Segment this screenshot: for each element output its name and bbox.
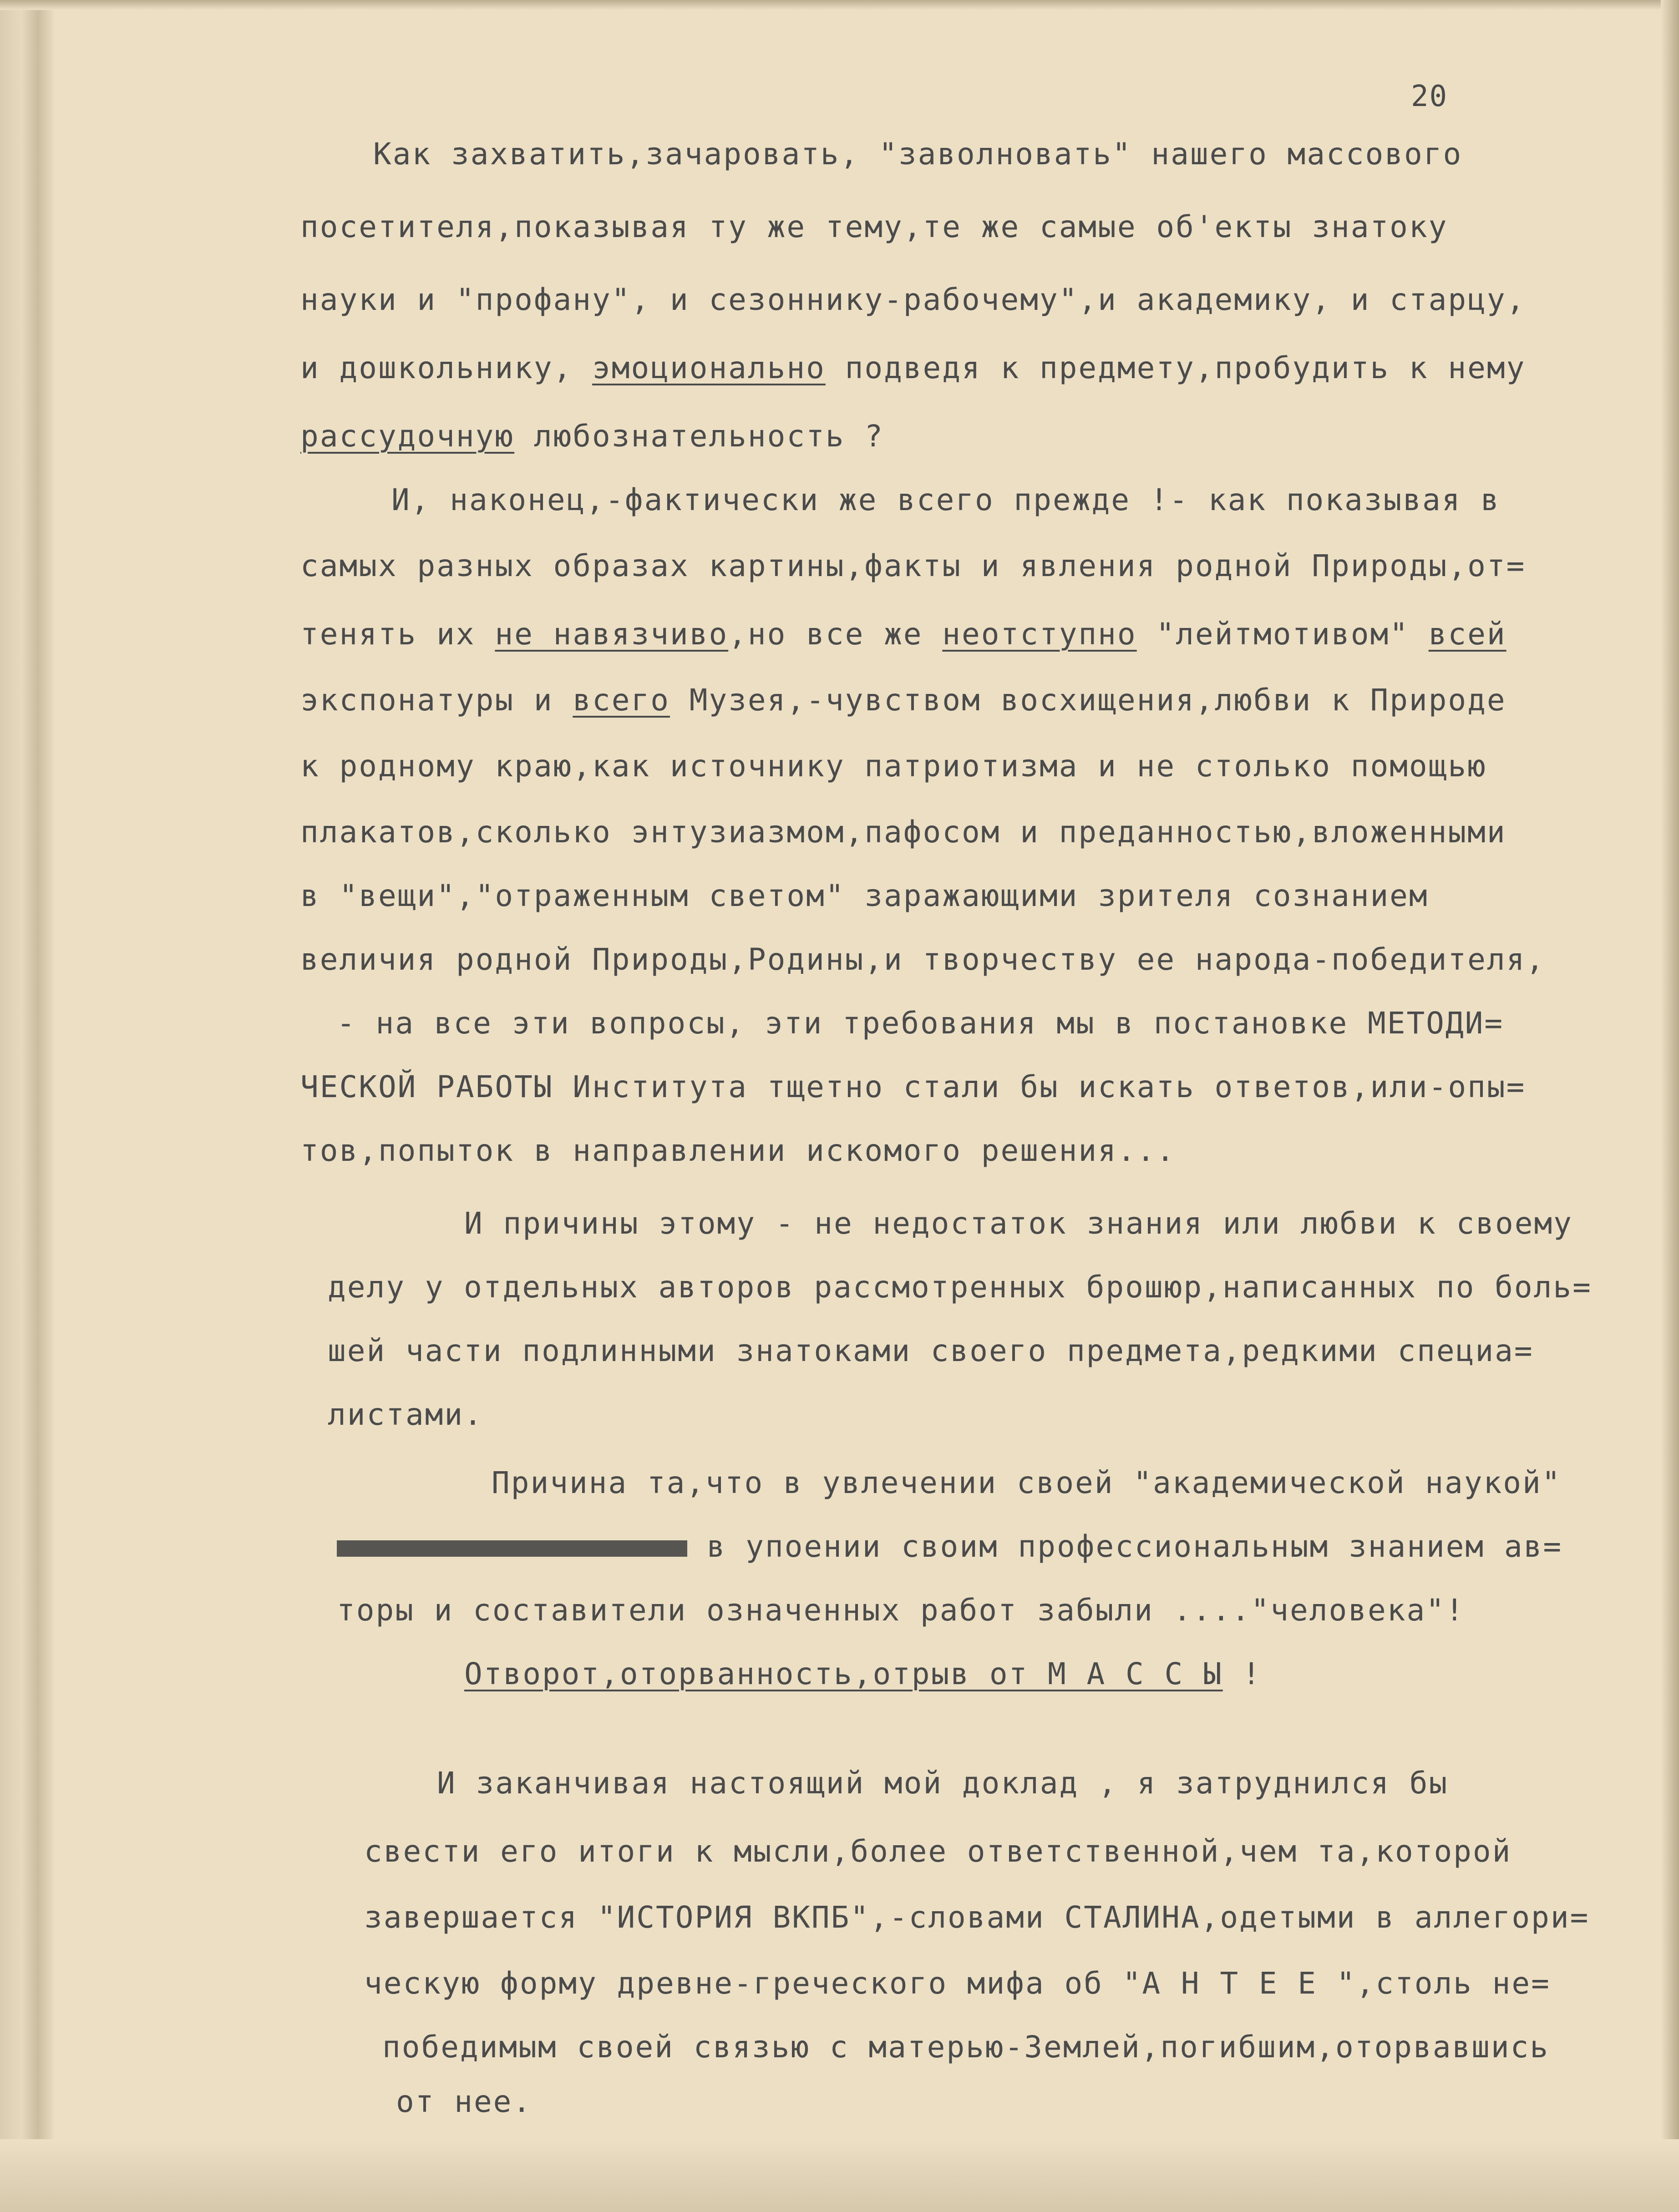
text-line: науки и "профану", и сезоннику-рабочему",и академику, и старцу, [300,282,1526,317]
text-line: величия родной Природы,Родины,и творчеству ее народа-победителя, [300,942,1546,977]
text-line [300,683,1507,718]
text-line: свести его итоги к мысли,более ответственной,чем та,которой [364,1834,1512,1869]
text-line: листами. [328,1397,483,1432]
right-edge [1661,0,1679,2212]
text-line [300,350,1526,385]
underlined-word: неотступно [942,617,1137,652]
bottom-edge [0,2139,1679,2212]
text-run: и дошкольнику, [300,350,593,385]
text-line: делу у отдельных авторов рассмотренных брошюр,написанных по боль= [328,1270,1592,1305]
text-line: завершается "ИСТОРИЯ ВКПБ",-словами СТАЛИНА,одетыми в аллегори= [364,1900,1590,1935]
text-line: Как захватить,зачаровать, "заволновать" нашего массового [373,137,1463,172]
text-run: ,но все же [728,617,943,652]
page-number: 20 [1411,80,1448,113]
binding-edge [0,0,54,2212]
underlined-word: рассудочную [300,419,515,454]
text-run: тенять их [300,617,495,652]
text-run: ! [1222,1656,1262,1691]
text-line: самых разных образах картины,факты и явления родной Природы,от= [300,548,1526,583]
text-line: Причина та,что в увлечении своей "академической наукой" [492,1465,1562,1500]
text-line: в "вещи","отраженным светом" заражающими зрителя сознанием [300,878,1429,913]
text-line: победимым своей связью с матерью-Землей,погибшим,оторвавшись [382,2030,1550,2065]
text-line: от нее. [396,2084,533,2119]
text-line: ЧЕСКОЙ РАБОТЫ Института тщетно стали бы искать ответов,или-опы= [300,1069,1526,1104]
underlined-word: всей [1428,617,1507,652]
underlined-word: всего [573,683,670,718]
text-run: И заканчивая настоящий мой доклад , я затруднился бы [437,1766,1449,1801]
text-line [300,419,884,454]
text-line: - на все эти вопросы, эти требования мы в постановке МЕТОДИ= [337,1006,1504,1041]
text-line: И, наконец,-фактически же всего прежде !- как показывая в [391,482,1500,517]
text-run: экспонатуры и [300,683,573,718]
underlined-slogan: Отворот,оторванность,отрыв от М А С С Ы [464,1656,1223,1691]
text-line [337,1529,1562,1564]
text-line [437,1766,1448,1801]
text-run: Музея,-чувством восхищения,любви к Природе [670,683,1507,718]
text-line: тов,попыток в направлении искомого решения... [300,1133,1176,1168]
text-run: подведя к предмету,пробудить к нему [825,350,1526,385]
text-line: И причины этому - не недостаток знания или любви к своему [464,1206,1573,1241]
text-line: посетителя,показывая ту же тему,те же самые об'екты знатоку [300,209,1448,244]
text-run: "лейтмотивом" [1136,617,1429,652]
struck-out-text [337,1540,687,1557]
top-edge [0,0,1679,10]
text-run: в упоении своим профессиональным знанием ав= [687,1529,1563,1564]
text-line: торы и составители означенных работ забыли ...."человека"! [337,1593,1465,1628]
text-line [300,617,1507,652]
underlined-word: эмоционально [592,350,826,385]
text-run: любознательность ? [514,419,884,454]
text-line [464,1656,1262,1691]
text-line: шей части подлинными знатоками своего предмета,редкими специа= [328,1333,1534,1368]
text-line: к родному краю,как источнику патриотизма и не столько помощью [300,749,1487,784]
text-line: ческую форму древне-греческого мифа об "А Н Т Е Е ",столь не= [364,1966,1551,2001]
text-line: плакатов,сколько энтузиазмом,пафосом и преданностью,вложенными [300,815,1507,850]
underlined-word: не навязчиво [495,617,729,652]
